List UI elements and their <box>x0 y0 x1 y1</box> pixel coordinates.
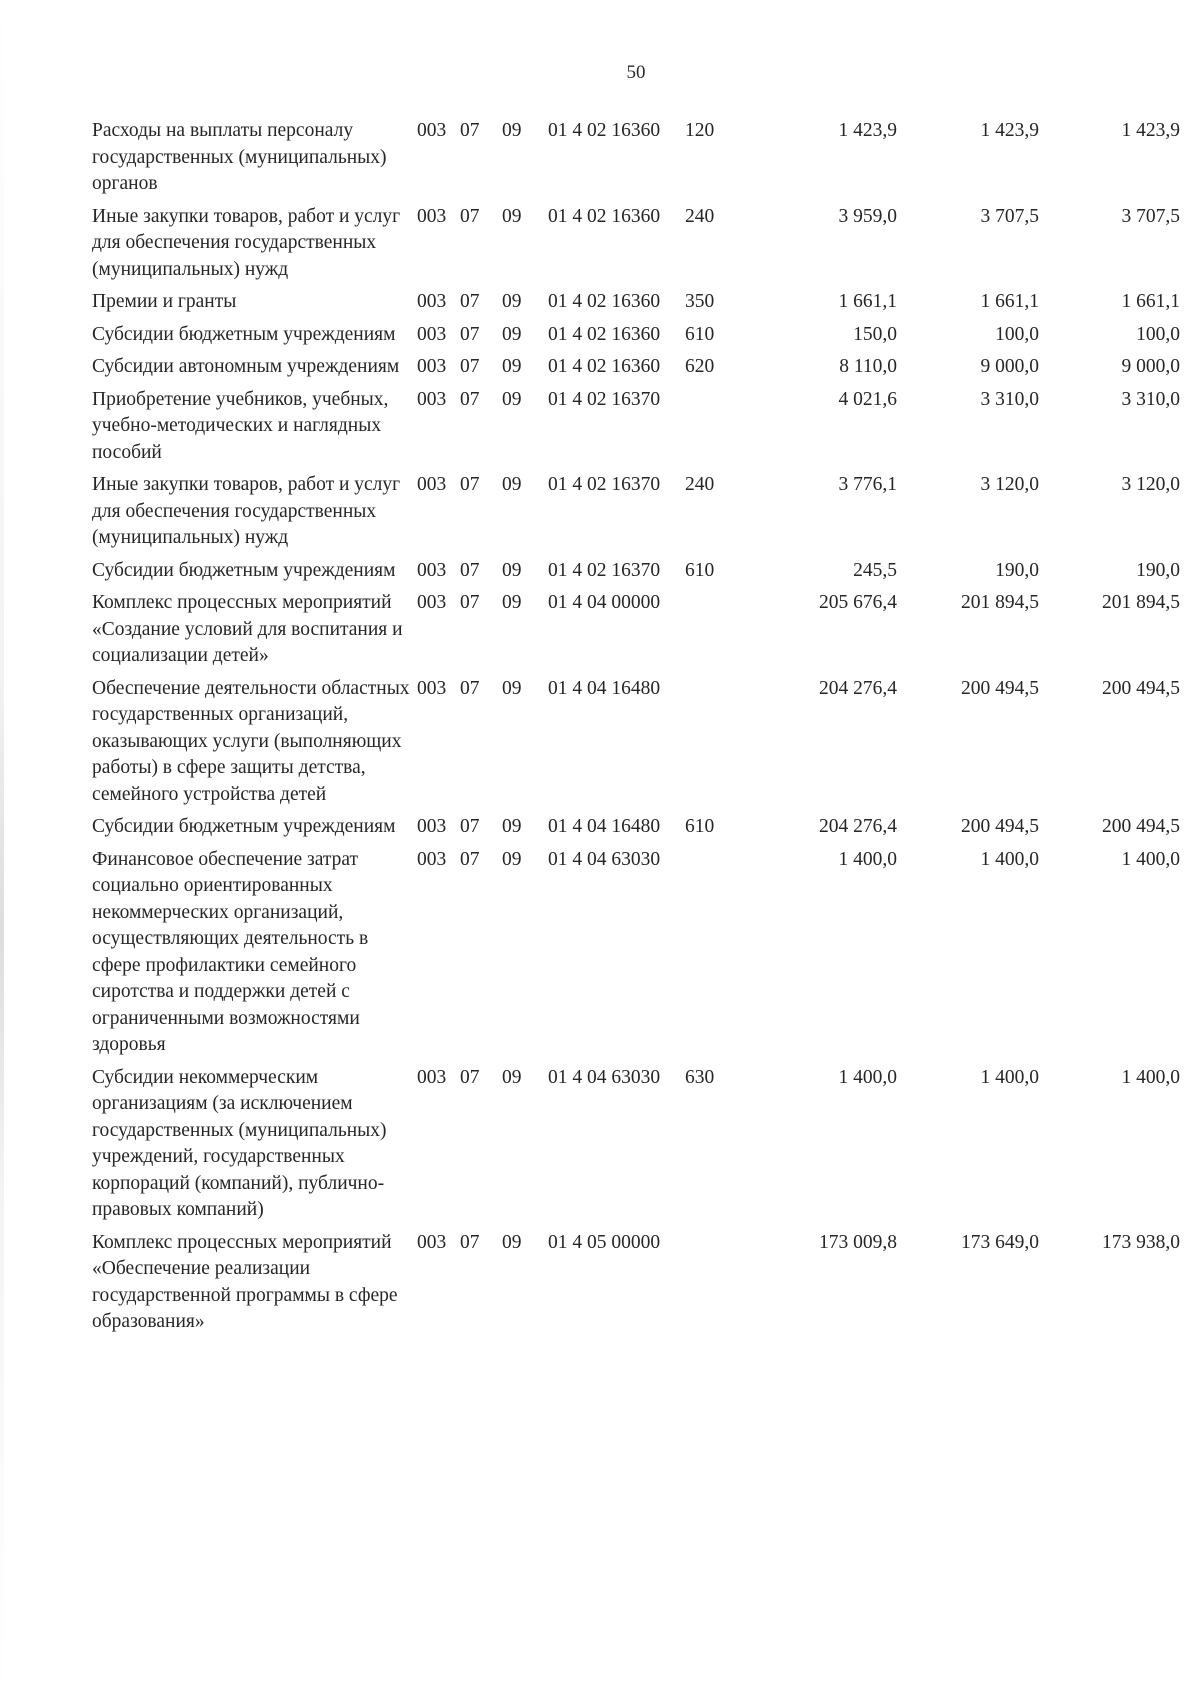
expense-type-cell <box>685 387 749 473</box>
target-article-cell: 01 4 04 00000 <box>548 592 661 613</box>
ministry-code-cell: 003 <box>417 1066 447 1088</box>
amount-year3-cell: 3 707,5 <box>1121 205 1180 227</box>
table-row <box>92 118 1180 204</box>
amount-year2-cell: 173 649,0 <box>961 1231 1039 1253</box>
section-code-cell: 07 <box>460 848 480 870</box>
row-name-cell: Приобретение учебников, учебных, учебно-методических и наглядных пособий <box>92 388 389 463</box>
row-name-cell: Субсидии бюджетным учреждениям <box>92 816 396 837</box>
table-row <box>92 387 1180 473</box>
ministry-code-cell: 003 <box>417 816 447 837</box>
target-article-cell: 01 4 02 16370 <box>548 388 661 410</box>
section-code-cell: 07 <box>460 474 480 495</box>
table-row <box>92 847 1180 1065</box>
table-row <box>92 1065 1180 1230</box>
row-name-cell: Комплекс процессных мероприятий «Обеспечение реализации государственной программы в сфере образования» <box>92 1231 398 1332</box>
section-code-cell: 07 <box>460 559 480 581</box>
amount-year2-cell: 1 400,0 <box>980 1066 1039 1088</box>
section-code-cell: 07 <box>460 291 480 312</box>
amount-year2-cell: 1 661,1 <box>980 291 1039 312</box>
subsection-code-cell: 09 <box>502 388 522 410</box>
table-row <box>92 472 1180 558</box>
amount-year3-cell: 1 400,0 <box>1121 1066 1180 1088</box>
amount-year1-cell: 1 400,0 <box>838 1066 897 1088</box>
row-name-cell: Финансовое обеспечение затрат социально ориентированных некоммерческих организаций, осуществляющих деятельность в сфере профилактики семейного сиротства и поддержки детей с ограниченными возможностями здоровья <box>92 848 369 1055</box>
amount-year1-cell: 204 276,4 <box>819 677 897 699</box>
ministry-code-cell: 003 <box>417 205 447 227</box>
subsection-code-cell: 09 <box>502 816 522 837</box>
expense-type-cell: 630 <box>685 1066 715 1088</box>
subsection-code-cell: 09 <box>502 559 522 581</box>
section-code-cell: 07 <box>460 677 480 699</box>
amount-year2-cell: 1 423,9 <box>980 120 1039 141</box>
expense-type-cell: 620 <box>685 356 715 377</box>
target-article-cell: 01 4 04 63030 <box>548 1066 661 1088</box>
ministry-code-cell: 003 <box>417 848 447 870</box>
page-number: 50 <box>626 62 646 83</box>
amount-year2-cell: 1 400,0 <box>980 848 1039 870</box>
table-row <box>92 204 1180 290</box>
amount-year2-cell: 3 707,5 <box>980 205 1039 227</box>
table-row <box>92 354 1180 387</box>
amount-year1-cell: 245,5 <box>853 559 897 581</box>
expense-type-cell <box>685 676 749 815</box>
amount-year1-cell: 1 400,0 <box>838 848 897 870</box>
amount-year3-cell: 1 661,1 <box>1121 291 1180 312</box>
row-name-cell: Обеспечение деятельности областных государственных организаций, оказывающих услуги (выполняющих работы) в сфере защиты детства, семейного устройства детей <box>92 677 410 805</box>
subsection-code-cell: 09 <box>502 592 522 613</box>
ministry-code-cell: 003 <box>417 592 447 613</box>
expense-type-cell: 120 <box>685 120 715 141</box>
subsection-code-cell: 09 <box>502 474 522 495</box>
ministry-code-cell: 003 <box>417 677 447 699</box>
section-code-cell: 07 <box>460 120 480 141</box>
table-row <box>92 590 1180 676</box>
amount-year1-cell: 4 021,6 <box>838 388 897 410</box>
ministry-code-cell: 003 <box>417 474 447 495</box>
row-name-cell: Субсидии бюджетным учреждениям <box>92 323 396 345</box>
amount-year2-cell: 200 494,5 <box>961 677 1039 699</box>
amount-year3-cell: 201 894,5 <box>1102 592 1180 613</box>
ministry-code-cell: 003 <box>417 559 447 581</box>
amount-year2-cell: 190,0 <box>995 559 1039 581</box>
section-code-cell: 07 <box>460 205 480 227</box>
expense-type-cell <box>685 590 749 676</box>
ministry-code-cell: 003 <box>417 120 447 141</box>
row-name-cell: Субсидии некоммерческим организациям (за исключением государственных (муниципальных) учреждений, государственных корпораций (компаний), публично-правовых компаний) <box>92 1066 387 1220</box>
table-row <box>92 1230 1180 1342</box>
table-row <box>92 558 1180 591</box>
amount-year3-cell: 173 938,0 <box>1102 1231 1180 1253</box>
amount-year1-cell: 204 276,4 <box>819 816 897 837</box>
table-row <box>92 289 1180 322</box>
subsection-code-cell: 09 <box>502 323 522 345</box>
amount-year3-cell: 3 120,0 <box>1121 474 1180 495</box>
scan-edge-shadow <box>0 0 4 1697</box>
amount-year1-cell: 8 110,0 <box>839 356 897 377</box>
ministry-code-cell: 003 <box>417 356 447 377</box>
amount-year2-cell: 3 310,0 <box>980 388 1039 410</box>
ministry-code-cell: 003 <box>417 388 447 410</box>
row-name-cell: Субсидии автономным учреждениям <box>92 356 400 377</box>
ministry-code-cell: 003 <box>417 323 447 345</box>
section-code-cell: 07 <box>460 1066 480 1088</box>
expense-type-cell <box>685 1230 749 1342</box>
subsection-code-cell: 09 <box>502 120 522 141</box>
amount-year3-cell: 100,0 <box>1136 323 1180 345</box>
target-article-cell: 01 4 04 63030 <box>548 848 661 870</box>
amount-year3-cell: 3 310,0 <box>1121 388 1180 410</box>
amount-year2-cell: 3 120,0 <box>980 474 1039 495</box>
table-row <box>92 814 1180 847</box>
section-code-cell: 07 <box>460 592 480 613</box>
subsection-code-cell: 09 <box>502 848 522 870</box>
table-row <box>92 676 1180 815</box>
target-article-cell: 01 4 04 16480 <box>548 816 661 837</box>
amount-year3-cell: 190,0 <box>1136 559 1180 581</box>
section-code-cell: 07 <box>460 816 480 837</box>
amount-year3-cell: 1 423,9 <box>1121 120 1180 141</box>
section-code-cell: 07 <box>460 1231 480 1253</box>
subsection-code-cell: 09 <box>502 1066 522 1088</box>
amount-year1-cell: 1 661,1 <box>838 291 897 312</box>
row-name-cell: Иные закупки товаров, работ и услуг для обеспечения государственных (муниципальных) нужд <box>92 205 401 280</box>
expense-type-cell: 240 <box>685 205 715 227</box>
target-article-cell: 01 4 02 16360 <box>548 356 661 377</box>
amount-year1-cell: 3 776,1 <box>838 474 897 495</box>
subsection-code-cell: 09 <box>502 1231 522 1253</box>
section-code-cell: 07 <box>460 388 480 410</box>
section-code-cell: 07 <box>460 323 480 345</box>
expense-type-cell: 610 <box>685 323 715 345</box>
amount-year2-cell: 200 494,5 <box>961 816 1039 837</box>
ministry-code-cell: 003 <box>417 291 447 312</box>
ministry-code-cell: 003 <box>417 1231 447 1253</box>
expense-type-cell: 610 <box>685 816 715 837</box>
expense-type-cell: 350 <box>685 291 715 312</box>
row-name-cell: Комплекс процессных мероприятий «Создание условий для воспитания и социализации детей» <box>92 592 403 666</box>
subsection-code-cell: 09 <box>502 205 522 227</box>
amount-year1-cell: 173 009,8 <box>819 1231 897 1253</box>
expense-type-cell: 240 <box>685 474 715 495</box>
subsection-code-cell: 09 <box>502 291 522 312</box>
amount-year3-cell: 200 494,5 <box>1102 677 1180 699</box>
amount-year1-cell: 205 676,4 <box>819 592 897 613</box>
target-article-cell: 01 4 02 16360 <box>548 323 661 345</box>
budget-table <box>92 118 1180 1342</box>
amount-year3-cell: 1 400,0 <box>1121 848 1180 870</box>
row-name-cell: Субсидии бюджетным учреждениям <box>92 559 396 581</box>
amount-year3-cell: 9 000,0 <box>1121 356 1180 377</box>
row-name-cell: Иные закупки товаров, работ и услуг для обеспечения государственных (муниципальных) нужд <box>92 474 401 548</box>
expense-type-cell: 610 <box>685 559 715 581</box>
row-name-cell: Расходы на выплаты персоналу государственных (муниципальных) органов <box>92 120 387 194</box>
expense-type-cell <box>685 847 749 1065</box>
target-article-cell: 01 4 02 16360 <box>548 205 661 227</box>
amount-year2-cell: 201 894,5 <box>961 592 1039 613</box>
target-article-cell: 01 4 04 16480 <box>548 677 661 699</box>
amount-year1-cell: 3 959,0 <box>838 205 897 227</box>
amount-year2-cell: 100,0 <box>995 323 1039 345</box>
subsection-code-cell: 09 <box>502 677 522 699</box>
amount-year1-cell: 150,0 <box>853 323 897 345</box>
amount-year1-cell: 1 423,9 <box>838 120 897 141</box>
section-code-cell: 07 <box>460 356 480 377</box>
amount-year2-cell: 9 000,0 <box>980 356 1039 377</box>
target-article-cell: 01 4 02 16360 <box>548 291 661 312</box>
amount-year3-cell: 200 494,5 <box>1102 816 1180 837</box>
target-article-cell: 01 4 02 16360 <box>548 120 661 141</box>
row-name-cell: Премии и гранты <box>92 291 237 312</box>
table-row <box>92 322 1180 355</box>
target-article-cell: 01 4 02 16370 <box>548 559 661 581</box>
subsection-code-cell: 09 <box>502 356 522 377</box>
table-body <box>92 118 1180 1342</box>
target-article-cell: 01 4 05 00000 <box>548 1231 661 1253</box>
target-article-cell: 01 4 02 16370 <box>548 474 661 495</box>
